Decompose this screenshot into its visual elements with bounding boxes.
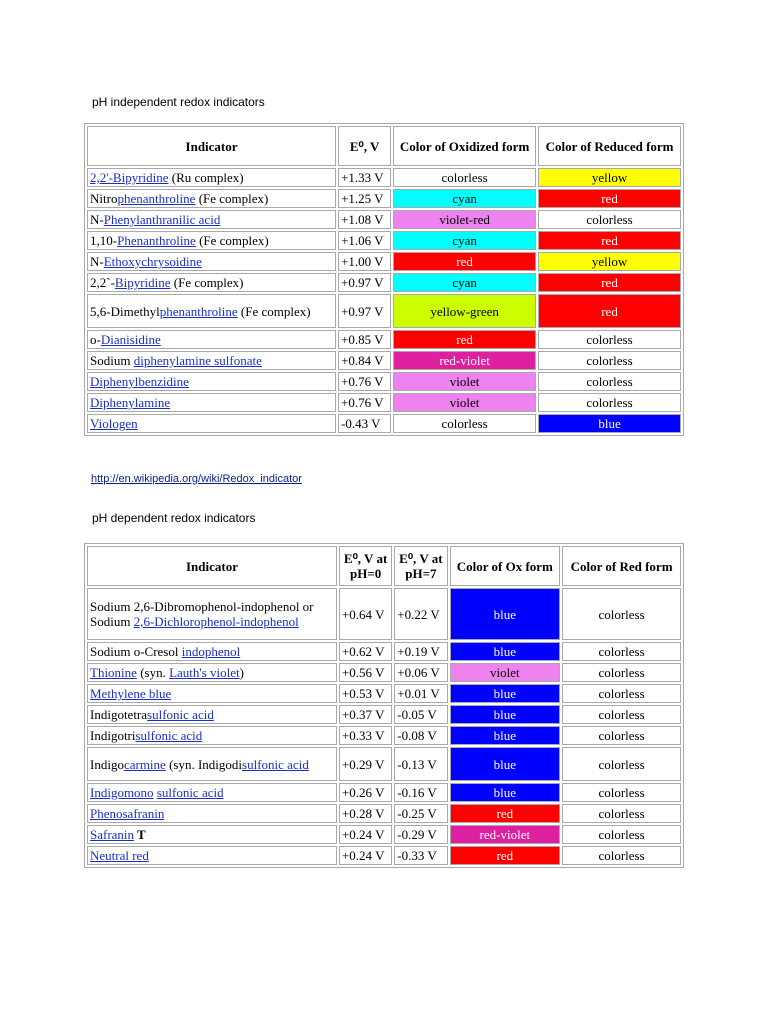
potential-cell: +0.85 V xyxy=(338,330,391,349)
indicator-text: Indigo xyxy=(90,756,124,772)
table-row xyxy=(87,804,681,823)
oxidized-color-cell: violet xyxy=(393,372,536,391)
oxidized-color-cell: violet xyxy=(393,393,536,412)
indicator-cell xyxy=(87,372,336,391)
red-color-cell: colorless xyxy=(562,642,681,661)
indicator-text: 5,6-Dimethyl xyxy=(90,303,160,319)
table-row xyxy=(87,684,681,703)
oxidized-color-cell: colorless xyxy=(393,168,536,187)
red-color-cell: colorless xyxy=(562,705,681,724)
red-color-cell: colorless xyxy=(562,825,681,844)
potential-ph7-cell: -0.08 V xyxy=(394,726,447,745)
indicator-cell xyxy=(87,783,337,802)
indicator-cell xyxy=(87,210,336,229)
ox-color-cell: blue xyxy=(450,705,561,724)
potential-ph7-cell: -0.33 V xyxy=(394,846,447,865)
indicator-text: Sodium o-Cresol xyxy=(90,644,182,659)
reduced-color-cell: blue xyxy=(538,414,681,433)
indicator-link[interactable]: Indigomono xyxy=(90,785,154,800)
indicator-text: (syn. xyxy=(136,665,170,680)
ph-independent-rows xyxy=(87,168,681,433)
potential-ph0-cell: +0.24 V xyxy=(339,825,392,844)
oxidized-color-cell: cyan xyxy=(393,231,536,250)
indicator-link[interactable]: Neutral red xyxy=(90,848,149,863)
indicator-link[interactable]: Viologen xyxy=(90,416,138,431)
potential-ph0-cell: +0.62 V xyxy=(339,642,392,661)
indicator-link[interactable]: sulfonic acid xyxy=(135,728,203,743)
reduced-color-cell: red xyxy=(538,294,681,328)
oxidized-color-cell: yellow-green xyxy=(393,294,536,328)
indicator-text: (syn. Indigodi xyxy=(165,756,243,772)
indicator-cell xyxy=(87,747,337,781)
oxidized-color-cell: cyan xyxy=(393,273,536,292)
potential-cell: +0.84 V xyxy=(338,351,391,370)
reduced-color-cell: yellow xyxy=(538,252,681,271)
potential-ph0-cell: +0.64 V xyxy=(339,588,392,640)
indicator-cell xyxy=(87,252,336,271)
indicator-link[interactable]: Diphenylbenzidine xyxy=(90,374,189,389)
indicator-cell xyxy=(87,846,337,865)
table-row xyxy=(87,189,681,208)
indicator-text: o- xyxy=(90,332,101,347)
indicator-link[interactable]: 2,2'-Bipyridine xyxy=(90,170,169,185)
indicator-text: T xyxy=(134,827,146,842)
indicator-link[interactable]: Safranin xyxy=(90,827,135,842)
table-row xyxy=(87,168,681,187)
oxidized-color-cell: red-violet xyxy=(393,351,536,370)
indicator-text: 2,2`- xyxy=(90,275,115,290)
section2-caption: pH dependent redox indicators xyxy=(92,511,256,525)
indicator-text: (Fe complex) xyxy=(195,233,269,248)
indicator-link[interactable]: Diphenylamine xyxy=(90,395,171,410)
ox-color-cell: violet xyxy=(450,663,561,682)
table-row xyxy=(87,783,681,802)
reduced-color-cell: colorless xyxy=(538,351,681,370)
indicator-link[interactable]: Thionine xyxy=(90,665,137,680)
table-header-row xyxy=(87,126,681,166)
potential-cell: +1.33 V xyxy=(338,168,391,187)
potential-cell: +0.76 V xyxy=(338,393,391,412)
potential-ph7-cell: -0.29 V xyxy=(394,825,447,844)
ox-color-cell: blue xyxy=(450,783,561,802)
potential-ph7-cell: +0.01 V xyxy=(394,684,447,703)
oxidized-color-cell: red xyxy=(393,252,536,271)
indicator-cell xyxy=(87,231,336,250)
oxidized-color-cell: violet-red xyxy=(393,210,536,229)
header-indicator: Indicator xyxy=(87,126,336,166)
table-row xyxy=(87,252,681,271)
indicator-link[interactable]: Lauth's violet xyxy=(169,665,240,680)
table-row xyxy=(87,414,681,433)
potential-ph0-cell: +0.28 V xyxy=(339,804,392,823)
table-row xyxy=(87,231,681,250)
indicator-text: Indigotetra xyxy=(90,707,148,722)
ox-color-cell: blue xyxy=(450,588,561,640)
table-row xyxy=(87,372,681,391)
potential-ph0-cell: +0.37 V xyxy=(339,705,392,724)
indicator-text: (Fe complex) xyxy=(195,191,269,206)
table-row xyxy=(87,705,681,724)
indicator-link[interactable]: diphenylamine sulfonate xyxy=(133,353,262,368)
potential-cell: +0.97 V xyxy=(338,294,391,328)
potential-ph7-cell: +0.22 V xyxy=(394,588,447,640)
potential-ph7-cell: -0.13 V xyxy=(394,747,447,781)
indicator-link[interactable]: Methylene blue xyxy=(90,686,172,701)
indicator-link[interactable]: sulfonic acid xyxy=(147,707,214,722)
indicator-link[interactable]: sulfonic acid xyxy=(156,785,224,800)
indicator-link[interactable]: phenanthroline xyxy=(159,303,238,319)
indicator-link[interactable]: phenanthroline xyxy=(117,191,196,206)
indicator-cell xyxy=(87,663,337,682)
ox-color-cell: red xyxy=(450,804,561,823)
header-ox-color: Color of Oxidized form xyxy=(393,126,536,166)
red-color-cell: colorless xyxy=(562,684,681,703)
indicator-link[interactable]: Ethoxychrysoidine xyxy=(103,254,202,269)
reduced-color-cell: red xyxy=(538,231,681,250)
table-row xyxy=(87,351,681,370)
header-ox-color: Color of Ox form xyxy=(450,546,561,586)
potential-ph7-cell: -0.05 V xyxy=(394,705,447,724)
indicator-cell xyxy=(87,414,336,433)
indicator-cell xyxy=(87,825,337,844)
header-e0: E⁰, V xyxy=(338,126,391,166)
potential-ph0-cell: +0.56 V xyxy=(339,663,392,682)
indicator-text: N- xyxy=(90,254,104,269)
indicator-link[interactable]: Bipyridine xyxy=(114,275,171,290)
header-e0-ph0: E⁰, V at pH=0 xyxy=(339,546,392,586)
potential-cell: +0.97 V xyxy=(338,273,391,292)
ph-dependent-rows xyxy=(87,588,681,865)
indicator-cell xyxy=(87,393,336,412)
potential-ph0-cell: +0.33 V xyxy=(339,726,392,745)
table-row xyxy=(87,294,681,328)
indicator-link[interactable]: Phenanthroline xyxy=(117,233,196,248)
indicator-link[interactable]: sulfonic acid xyxy=(242,756,309,772)
potential-ph0-cell: +0.24 V xyxy=(339,846,392,865)
indicator-cell xyxy=(87,684,337,703)
indicator-cell xyxy=(87,642,337,661)
indicator-text: ) xyxy=(239,665,245,680)
potential-ph0-cell: +0.29 V xyxy=(339,747,392,781)
reduced-color-cell: colorless xyxy=(538,372,681,391)
indicator-link[interactable]: Phenosafranin xyxy=(90,806,165,821)
header-red-color: Color of Red form xyxy=(562,546,681,586)
ph-independent-table xyxy=(84,123,684,436)
red-color-cell: colorless xyxy=(562,804,681,823)
source-link[interactable]: http://en.wikipedia.org/wiki/Redox_indicator xyxy=(91,473,302,485)
reduced-color-cell: yellow xyxy=(538,168,681,187)
indicator-cell xyxy=(87,351,336,370)
indicator-link[interactable]: carmine xyxy=(123,756,166,772)
potential-ph7-cell: +0.19 V xyxy=(394,642,447,661)
ox-color-cell: blue xyxy=(450,642,561,661)
table-row xyxy=(87,726,681,745)
potential-cell: +1.06 V xyxy=(338,231,391,250)
potential-cell: +0.76 V xyxy=(338,372,391,391)
indicator-link[interactable]: 2,6-Dichlorophenol-indophenol xyxy=(133,614,299,629)
indicator-link[interactable]: Phenylanthranilic acid xyxy=(103,212,221,227)
table-row xyxy=(87,642,681,661)
potential-cell: +1.25 V xyxy=(338,189,391,208)
ox-color-cell: blue xyxy=(450,726,561,745)
indicator-cell xyxy=(87,294,336,328)
table-row xyxy=(87,747,681,781)
indicator-cell xyxy=(87,705,337,724)
indicator-link[interactable]: indophenol xyxy=(181,644,241,659)
indicator-text: (Fe complex) xyxy=(237,303,311,319)
potential-cell: -0.43 V xyxy=(338,414,391,433)
ox-color-cell: blue xyxy=(450,684,561,703)
indicator-cell xyxy=(87,726,337,745)
indicator-text: Sodium 2,6-Dibromophenol-indophenol or Sodium xyxy=(90,599,314,629)
red-color-cell: colorless xyxy=(562,783,681,802)
table-row xyxy=(87,210,681,229)
indicator-cell xyxy=(87,588,337,640)
reduced-color-cell: colorless xyxy=(538,393,681,412)
red-color-cell: colorless xyxy=(562,726,681,745)
reduced-color-cell: red xyxy=(538,189,681,208)
table-header-row xyxy=(87,546,681,586)
potential-ph7-cell: -0.16 V xyxy=(394,783,447,802)
red-color-cell: colorless xyxy=(562,663,681,682)
table-row xyxy=(87,846,681,865)
reduced-color-cell: red xyxy=(538,273,681,292)
table-row xyxy=(87,663,681,682)
ox-color-cell: blue xyxy=(450,747,561,781)
potential-ph0-cell: +0.26 V xyxy=(339,783,392,802)
header-indicator: Indicator xyxy=(87,546,337,586)
red-color-cell: colorless xyxy=(562,846,681,865)
reduced-color-cell: colorless xyxy=(538,210,681,229)
red-color-cell: colorless xyxy=(562,747,681,781)
indicator-cell xyxy=(87,168,336,187)
indicator-cell xyxy=(87,273,336,292)
indicator-text: 1,10- xyxy=(90,233,118,248)
indicator-cell xyxy=(87,330,336,349)
ox-color-cell: red-violet xyxy=(450,825,561,844)
reduced-color-cell: colorless xyxy=(538,330,681,349)
oxidized-color-cell: cyan xyxy=(393,189,536,208)
red-color-cell: colorless xyxy=(562,588,681,640)
indicator-text: Sodium xyxy=(90,353,134,368)
table-row xyxy=(87,330,681,349)
potential-ph7-cell: -0.25 V xyxy=(394,804,447,823)
indicator-text: Indigotri xyxy=(90,728,136,743)
indicator-link[interactable]: Dianisidine xyxy=(100,332,161,347)
indicator-text: (Ru complex) xyxy=(168,170,244,185)
indicator-cell xyxy=(87,804,337,823)
oxidized-color-cell: red xyxy=(393,330,536,349)
header-red-color: Color of Reduced form xyxy=(538,126,681,166)
table-row xyxy=(87,825,681,844)
indicator-text: Nitro xyxy=(90,191,118,206)
table-row xyxy=(87,393,681,412)
indicator-cell xyxy=(87,189,336,208)
oxidized-color-cell: colorless xyxy=(393,414,536,433)
ox-color-cell: red xyxy=(450,846,561,865)
header-e0-ph7: E⁰, V at pH=7 xyxy=(394,546,447,586)
indicator-text: (Fe complex) xyxy=(170,275,244,290)
section1-caption: pH independent redox indicators xyxy=(92,95,265,109)
table-row xyxy=(87,273,681,292)
table-row xyxy=(87,588,681,640)
potential-ph0-cell: +0.53 V xyxy=(339,684,392,703)
potential-ph7-cell: +0.06 V xyxy=(394,663,447,682)
potential-cell: +1.08 V xyxy=(338,210,391,229)
ph-dependent-table xyxy=(84,543,684,868)
potential-cell: +1.00 V xyxy=(338,252,391,271)
indicator-text: N- xyxy=(90,212,104,227)
